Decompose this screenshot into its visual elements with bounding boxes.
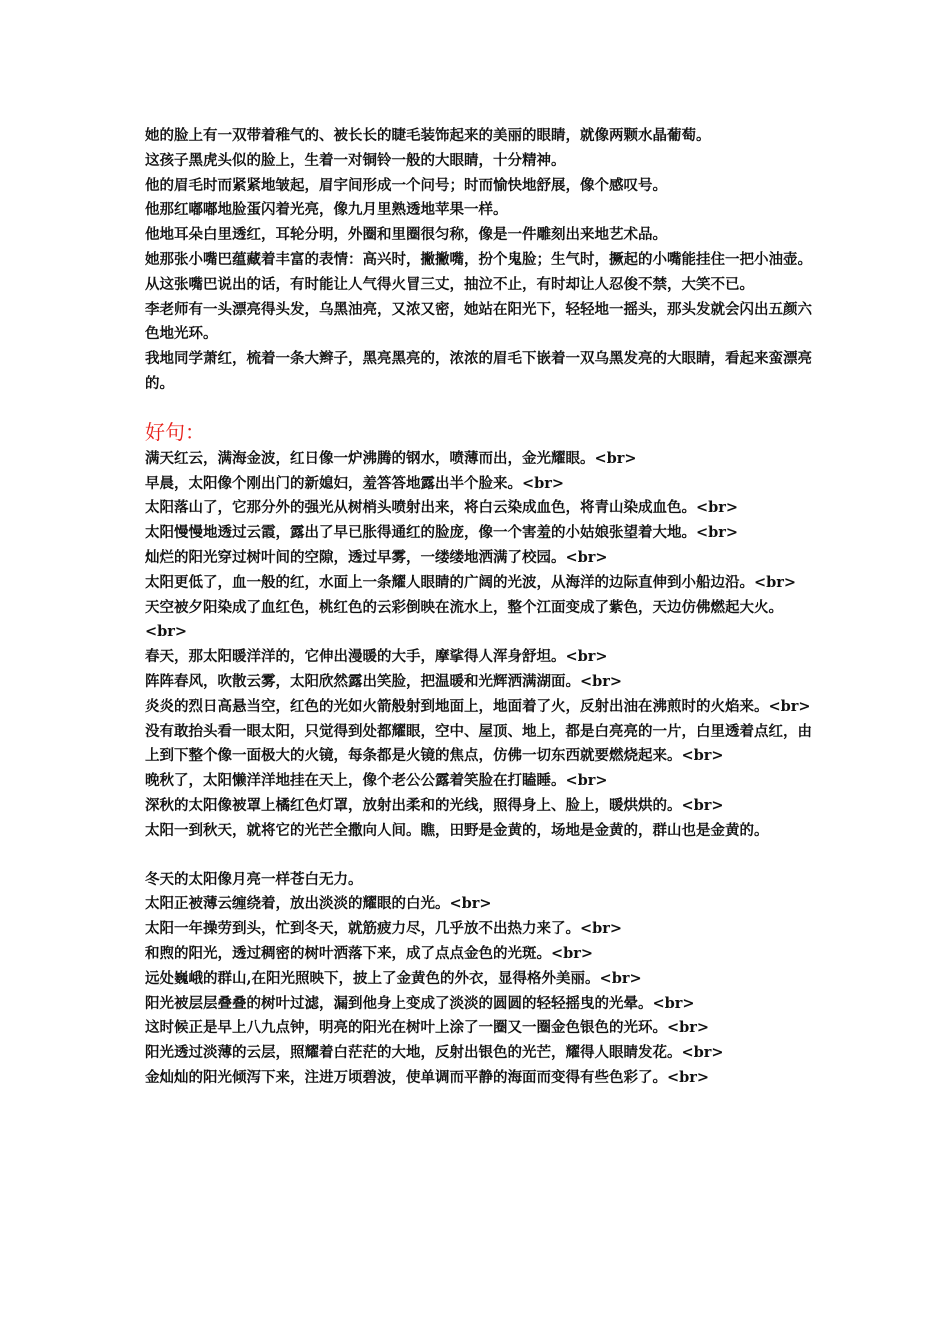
- paragraph: 阳光被层层叠叠的树叶过滤，漏到他身上变成了淡淡的圆圆的轻轻摇曳的光晕。<br>: [145, 994, 695, 1012]
- paragraph: 太阳一到秋天，就将它的光芒全撒向人间。瞧，田野是金黄的，场地是金黄的，群山也是金黄的。: [145, 821, 769, 839]
- paragraph: 天空被夕阳染成了血红色，桃红色的云彩倒映在流水上，整个江面变成了紫色，天边仿佛燃起大火。<br>: [145, 598, 783, 641]
- paragraph: 晚秋了，太阳懒洋洋地挂在天上，像个老公公露着笑脸在打瞌睡。<br>: [145, 772, 608, 790]
- document-body: [145, 124, 815, 1091]
- paragraph: 和煦的阳光，透过稠密的树叶洒落下来，成了点点金色的光斑。<br>: [145, 944, 594, 962]
- paragraph: 李老师有一头漂亮得头发，乌黑油亮，又浓又密，她站在阳光下，轻轻地一摇头，那头发就会闪出五颜六色地光环。: [145, 300, 812, 343]
- paragraph: 这孩子黑虎头似的脸上，生着一对铜铃一般的大眼睛，十分精神。: [145, 151, 566, 169]
- paragraph: 我地同学萧红，梳着一条大辫子，黑亮黑亮的，浓浓的眉毛下嵌着一双乌黑发亮的大眼睛，看起来蛮漂亮的。: [145, 350, 812, 392]
- paragraph: 太阳更低了，血一般的红，水面上一条耀人眼睛的广阔的光波，从海洋的边际直伸到小船边沿。<br>: [145, 573, 797, 591]
- paragraph: 远处巍峨的群山,在阳光照映下，披上了金黄色的外衣，显得格外美丽。<br>: [145, 969, 642, 987]
- paragraph: 阳光透过淡薄的云层，照耀着白茫茫的大地，反射出银色的光芒，耀得人眼睛发花。<br>: [145, 1044, 724, 1062]
- section-heading: 好句：: [145, 419, 205, 444]
- paragraph: 他的眉毛时而紧紧地皱起，眉宇间形成一个问号；时而愉快地舒展，像个感叹号。: [145, 176, 667, 194]
- paragraph: 太阳正被薄云缠绕着，放出淡淡的耀眼的白光。<br>: [145, 895, 492, 913]
- section-spacer: [145, 844, 815, 868]
- paragraph: 春天，那太阳暖洋洋的，它伸出漫暖的大手，摩挲得人浑身舒坦。<br>: [145, 648, 608, 666]
- paragraph: 太阳一年操劳到头，忙到冬天，就筋疲力尽，几乎放不出热力来了。<br>: [145, 920, 623, 938]
- paragraph: 太阳慢慢地透过云霞，露出了早已胀得通红的脸庞，像一个害羞的小姑娘张望着大地。<br>: [145, 524, 739, 542]
- paragraph: 金灿灿的阳光倾泻下来，注进万顷碧波，使单调而平静的海面而变得有些色彩了。<br>: [145, 1068, 710, 1086]
- paragraph: 她的脸上有一双带着稚气的、被长长的睫毛装饰起来的美丽的眼睛，就像两颗水晶葡萄。: [145, 127, 711, 144]
- paragraph: 深秋的太阳像被罩上橘红色灯罩，放射出柔和的光线，照得身上、脸上，暖烘烘的。<br>: [145, 796, 724, 814]
- paragraph: 阵阵春风，吹散云雾，太阳欣然露出笑脸，把温暖和光辉洒满湖面。<br>: [145, 672, 623, 690]
- paragraph: 这时候正是早上八九点钟，明亮的阳光在树叶上涂了一圈又一圈金色银色的光环。<br>: [145, 1019, 710, 1037]
- paragraph: 她那张小嘴巴蕴藏着丰富的表情：高兴时，撇撇嘴，扮个鬼脸；生气时，撅起的小嘴能挂住一把小油壶。从这张嘴巴说出的话，有时能让人气得火冒三丈，抽泣不止，有时却让人忍俊不禁，大笑不已。: [145, 250, 812, 293]
- paragraph: 早晨，太阳像个刚出门的新媳妇，羞答答地露出半个脸来。<br>: [145, 474, 565, 492]
- paragraph: 炎炎的烈日高悬当空，红色的光如火箭般射到地面上，地面着了火，反射出油在沸煎时的火焰来。<br>: [145, 697, 811, 715]
- paragraph: 灿烂的阳光穿过树叶间的空隙，透过早雾，一缕缕地洒满了校园。<br>: [145, 548, 608, 566]
- section-spacer: [145, 397, 815, 417]
- paragraph: 他那红嘟嘟地脸蛋闪着光亮，像九月里熟透地苹果一样。: [145, 201, 508, 219]
- paragraph: 他地耳朵白里透红，耳轮分明，外圈和里圈很匀称，像是一件雕刻出来地艺术品。: [145, 226, 667, 244]
- paragraph: 满天红云，满海金波，红日像一炉沸腾的钢水，喷薄而出，金光耀眼。<br>: [145, 449, 637, 467]
- paragraph: 太阳落山了，它那分外的强光从树梢头喷射出来，将白云染成血色，将青山染成血色。<br>: [145, 499, 739, 517]
- paragraph: 没有敢抬头看一眼太阳，只觉得到处都耀眼，空中、屋顶、地上，都是白亮亮的一片，白里透着点红，由上到下整个像一面极大的火镜，每条都是火镜的焦点，仿佛一切东西就要燃烧起来。<br>: [145, 722, 812, 765]
- paragraph: 冬天的太阳像月亮一样苍白无力。: [145, 870, 363, 888]
